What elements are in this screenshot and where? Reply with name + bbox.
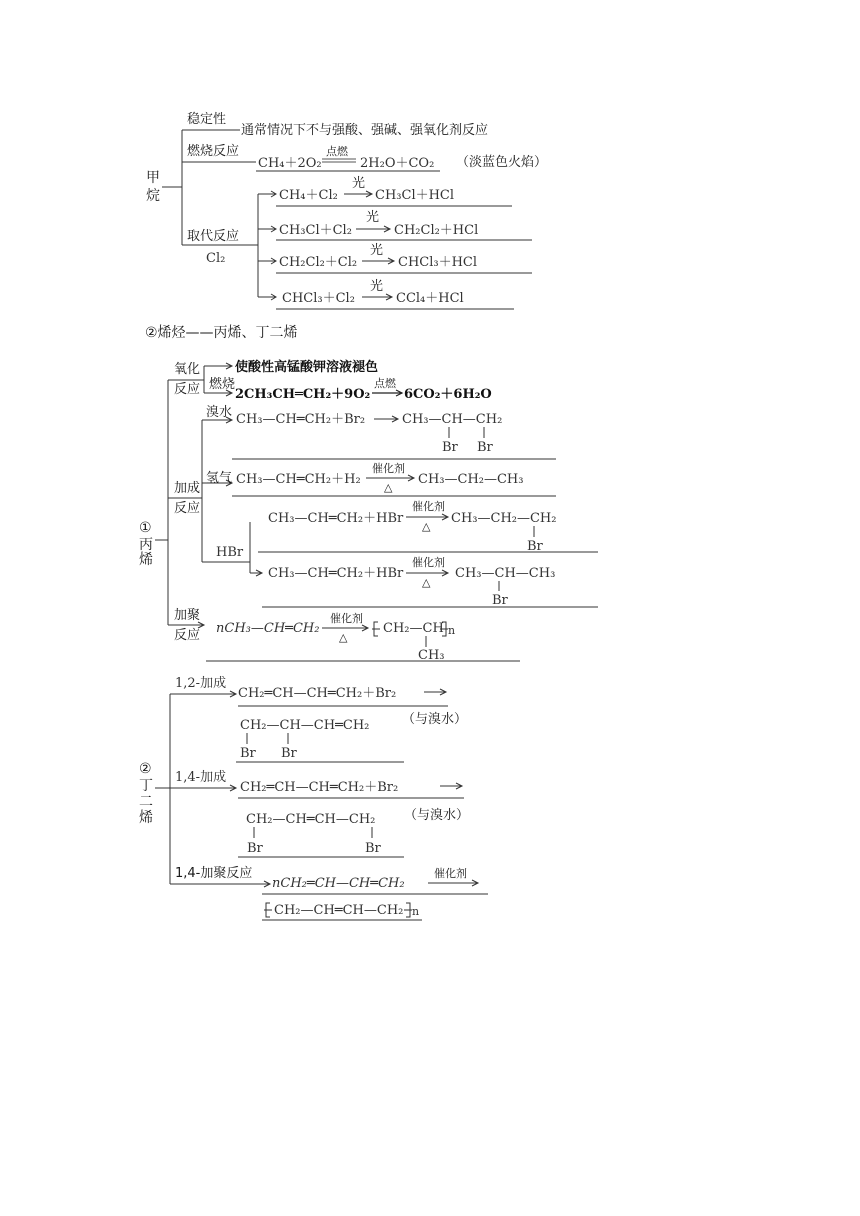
propene-root-num: ①	[139, 520, 152, 536]
hydrogen-catalyst: 催化剂	[372, 462, 405, 475]
burn-condition: 点燃	[374, 377, 396, 390]
hbr-label: HBr	[216, 545, 244, 560]
oxidation-label-1: 氧化	[174, 362, 201, 377]
sub2-condition: 光	[366, 210, 380, 225]
poly-label-1: 加聚	[174, 608, 201, 623]
addition-label-1: 加成	[174, 481, 201, 496]
poly-right: CH₂—CH	[383, 621, 444, 636]
combustion-left: CH₄＋2O₂	[258, 156, 322, 171]
methane-tree	[146, 111, 547, 309]
bromine-sub1: Br	[442, 440, 458, 455]
combustion-condition: 点燃	[326, 145, 348, 158]
burn-left: 2CH₃CH═CH₂＋9O₂	[235, 387, 371, 402]
propene-tree	[139, 359, 598, 663]
methane-root-label-1: 甲	[146, 170, 160, 186]
hbr-r2-sub: Br	[492, 593, 508, 608]
add14-sub2: Br	[365, 841, 381, 856]
oxidation-label-2: 反应	[174, 382, 201, 397]
hbr-r1-heat: △	[422, 520, 431, 533]
poly14-bracket-left	[264, 903, 272, 917]
bromine-label: 溴水	[206, 405, 233, 420]
bromine-left: CH₃—CH═CH₂＋Br₂	[236, 412, 366, 427]
stability-label: 稳定性	[187, 112, 227, 127]
kmno4-text: 使酸性高锰酸钾溶液褪色	[235, 360, 379, 375]
add12-sub2: Br	[281, 746, 297, 761]
poly-sub: CH₃	[418, 648, 445, 663]
poly-catalyst: 催化剂	[330, 612, 363, 625]
poly-n: n	[448, 624, 456, 637]
butadiene-root-name-2: 二	[139, 794, 153, 810]
poly14-n: n	[412, 905, 420, 918]
hbr-r2-left: CH₃—CH═CH₂＋HBr	[268, 566, 404, 581]
hbr-r1-sub: Br	[527, 539, 543, 554]
stability-text: 通常情况下不与强酸、强碱、强氧化剂反应	[241, 123, 489, 138]
poly14-right: CH₂—CH═CH—CH₂	[274, 903, 404, 918]
hydrogen-label: 氢气	[206, 471, 233, 486]
poly-label-2: 反应	[174, 628, 201, 643]
add12-sub1: Br	[240, 746, 256, 761]
poly14-label: 1,4-加聚反应	[175, 866, 253, 881]
addition-label-2: 反应	[174, 501, 201, 516]
sub4-condition: 光	[370, 279, 384, 294]
sub2-right: CH₂Cl₂＋HCl	[394, 223, 479, 238]
hydrogen-right: CH₃—CH₂—CH₃	[418, 472, 524, 487]
sub1-left: CH₄＋Cl₂	[279, 188, 338, 203]
add14-note: （与溴水）	[404, 808, 470, 823]
sub3-condition: 光	[370, 243, 384, 258]
poly-bracket-left	[372, 622, 380, 636]
poly-heat: △	[339, 631, 348, 644]
add12-product: CH₂—CH—CH═CH₂	[240, 718, 370, 733]
hbr-r2-right: CH₃—CH—CH₃	[455, 566, 556, 581]
poly14-catalyst: 催化剂	[434, 867, 467, 880]
butadiene-root-num: ②	[139, 761, 152, 777]
burn-right: 6CO₂＋6H₂O	[404, 387, 492, 402]
add14-product: CH₂—CH═CH—CH₂	[246, 812, 376, 827]
hbr-r2-catalyst: 催化剂	[412, 556, 445, 569]
hydrogen-heat: △	[384, 481, 393, 494]
substitution-reagent: Cl₂	[206, 251, 226, 266]
butadiene-tree	[139, 675, 488, 920]
add12-note: （与溴水）	[402, 712, 468, 727]
propene-root-name-1: 丙	[139, 537, 153, 553]
add12-label: 1,2-加成	[175, 676, 227, 691]
combustion-label: 燃烧反应	[187, 144, 240, 159]
butadiene-root-name-3: 烯	[139, 810, 153, 826]
sub4-left: CHCl₃＋Cl₂	[282, 291, 355, 306]
sub3-right: CHCl₃＋HCl	[398, 255, 478, 270]
poly14-bracket-right	[404, 903, 412, 917]
combustion-note: （淡蓝色火焰）	[456, 155, 548, 170]
add14-sub1: Br	[247, 841, 263, 856]
sub2-left: CH₃Cl＋Cl₂	[279, 223, 352, 238]
hbr-r1-right: CH₃—CH₂—CH₂	[451, 511, 557, 526]
section-title: ②烯烃——丙烯、丁二烯	[145, 325, 298, 341]
add12-left: CH₂═CH—CH═CH₂＋Br₂	[238, 686, 397, 701]
hydrogen-left: CH₃—CH═CH₂＋H₂	[236, 472, 361, 487]
hbr-r2-heat: △	[422, 576, 431, 589]
poly14-left: nCH₂═CH—CH═CH₂	[272, 876, 405, 891]
sub3-left: CH₂Cl₂＋Cl₂	[279, 255, 358, 270]
add14-label: 1,4-加成	[175, 770, 227, 785]
bromine-sub2: Br	[477, 440, 493, 455]
bromine-right: CH₃—CH—CH₂	[402, 412, 503, 427]
combustion-right: 2H₂O＋CO₂	[360, 156, 435, 171]
hbr-r1-left: CH₃—CH═CH₂＋HBr	[268, 511, 404, 526]
sub1-condition: 光	[352, 176, 366, 191]
sub1-right: CH₃Cl＋HCl	[375, 188, 455, 203]
sub4-right: CCl₄＋HCl	[396, 291, 464, 306]
propene-root-name-2: 烯	[139, 552, 153, 568]
hbr-r1-catalyst: 催化剂	[412, 500, 445, 513]
butadiene-root-name-1: 丁	[139, 778, 153, 794]
methane-root-label-2: 烷	[146, 188, 160, 204]
burn-label: 燃烧	[209, 377, 236, 392]
substitution-label: 取代反应	[187, 229, 240, 244]
add14-left: CH₂═CH—CH═CH₂＋Br₂	[240, 780, 399, 795]
poly-left: nCH₃—CH═CH₂	[216, 621, 320, 636]
